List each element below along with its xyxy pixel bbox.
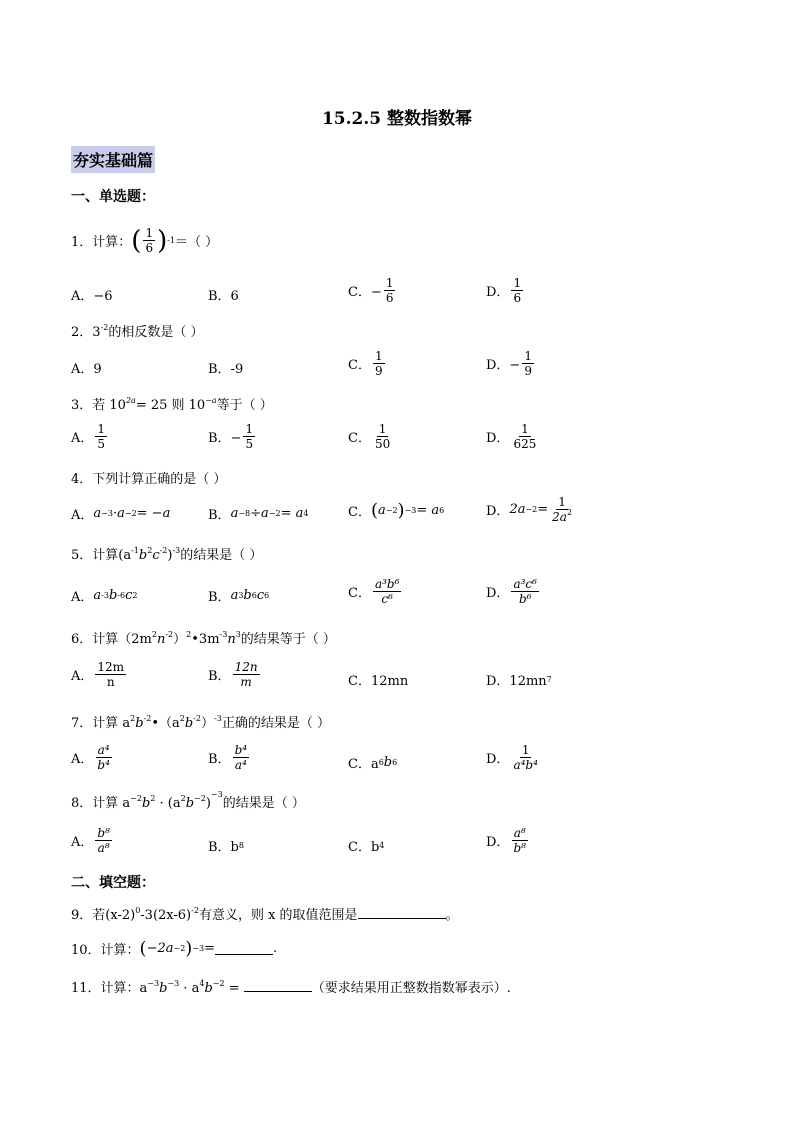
answer-blank-9[interactable] bbox=[358, 906, 446, 919]
question-10: 10．计算： ( −2a −2 ) −3 = . bbox=[71, 938, 278, 959]
part-fill-blank-heading: 二、填空题： bbox=[71, 875, 155, 891]
option-8b: B．b 8 bbox=[208, 840, 244, 855]
question-1: 1．计算： ( $\frac{1}{6}$ ) -1 ＝（ ） bbox=[71, 225, 219, 256]
option-2a: A．9 bbox=[71, 362, 102, 377]
option-1b: B．6 bbox=[208, 289, 239, 304]
option-8d: D． $\frac{\text{a⁸}}{\text{b⁸}}$ bbox=[486, 826, 526, 855]
question-5: 5．计算$(a^{-1}b^2c^{-2})^{-3}$的结果是（ ） bbox=[71, 546, 263, 563]
option-6a: A． $\frac{12m}{n}$ bbox=[71, 660, 125, 689]
question-6: 6．计算$(2m^2n^{-2})^2•3m^{-3}n^3$的结果等于（ ） bbox=[71, 630, 336, 647]
option-8c: C．b 4 bbox=[348, 840, 385, 855]
option-3d: D． $\frac{1}{625}$ bbox=[486, 422, 537, 451]
question-11: 11．计算：$a^{-3}b^{-3} \cdot a^4b^{-2}$ = （要求结果用正整数指数幂表示）. bbox=[71, 979, 511, 996]
section-heading: 夯实基础篇 bbox=[71, 146, 155, 173]
question-8: 8．计算 $a^{-2}b^2 \cdot (a^2b^{-2})^{-3}$的结果是（ ） bbox=[71, 790, 305, 811]
option-2c: C． $\frac{1}{9}$ bbox=[348, 349, 383, 378]
option-7c: C．a 6 b 6 bbox=[348, 755, 398, 772]
part-single-choice-heading: 一、单选题： bbox=[71, 189, 155, 205]
page-title: 15.2.5 整数指数幂 bbox=[321, 109, 473, 129]
question-3: 3．若 $10^{2a}= 25$ 则 $10^{-a}$等于（ ） bbox=[71, 396, 273, 413]
option-3c: C． $\frac{1}{50}$ bbox=[348, 422, 391, 451]
option-5a: A． a -3 b -6 c 2 bbox=[71, 588, 138, 605]
option-6b: B． $\frac{12n}{m}$ bbox=[208, 660, 258, 689]
option-4a: A． a −3 · a −2 = −a bbox=[71, 506, 171, 523]
option-7a: A． $\frac{\text{a⁴}}{\text{b⁴}}$ bbox=[71, 743, 110, 772]
option-2b: B．-9 bbox=[208, 362, 244, 377]
option-3a: A． $\frac{1}{5}$ bbox=[71, 422, 106, 451]
answer-blank-10[interactable] bbox=[215, 942, 273, 955]
option-4c: C． ( a −2 ) −3 = a 6 bbox=[348, 500, 445, 521]
option-5b: B． a 3 b 6 c 6 bbox=[208, 588, 270, 605]
option-4d: D． 2a −2 = $\frac{1}{2a^2}$ bbox=[486, 495, 573, 524]
option-7d: D． $\frac{1}{\text{a⁴b⁴}}$ bbox=[486, 743, 538, 772]
option-4b: B． a −8 ÷ a −2 = a 4 bbox=[208, 506, 309, 523]
option-8a: A． $\frac{\text{b⁸}}{\text{a⁸}}$ bbox=[71, 826, 110, 855]
fraction: $\frac{1}{6}$ bbox=[145, 226, 154, 255]
answer-blank-11[interactable] bbox=[244, 979, 312, 992]
option-5c: C． $\frac{\text{a³b⁶}}{\text{c⁶}}$ bbox=[348, 577, 400, 606]
option-1d: D． $\frac{1}{6}$ bbox=[486, 276, 522, 305]
question-4: 4．下列计算正确的是（ ） bbox=[71, 472, 227, 487]
option-2d: D．− $\frac{1}{9}$ bbox=[486, 349, 532, 378]
question-2: 2．$3^{-2}$的相反数是（ ） bbox=[71, 323, 204, 340]
option-6d: D．12mn 7 bbox=[486, 674, 552, 689]
question-7: 7．计算 $a^2b^{-2}•(a^2b^{-2})^{-3}$正确的结果是（ ） bbox=[71, 714, 330, 731]
option-5d: D． $\frac{\text{a³c⁶}}{\text{b⁶}}$ bbox=[486, 577, 537, 606]
option-3b: B．− $\frac{1}{5}$ bbox=[208, 422, 254, 451]
option-1c: C．− $\frac{1}{6}$ bbox=[348, 276, 394, 305]
option-1a: A．−6 bbox=[71, 289, 113, 304]
option-7b: B． $\frac{\text{b⁴}}{\text{a⁴}}$ bbox=[208, 743, 248, 772]
option-6c: C．12mn bbox=[348, 674, 409, 689]
question-9: 9．若$(x-2)^0-3(2x-6)^{-2}$有意义，则 x 的取值范围是 。 bbox=[71, 906, 459, 923]
